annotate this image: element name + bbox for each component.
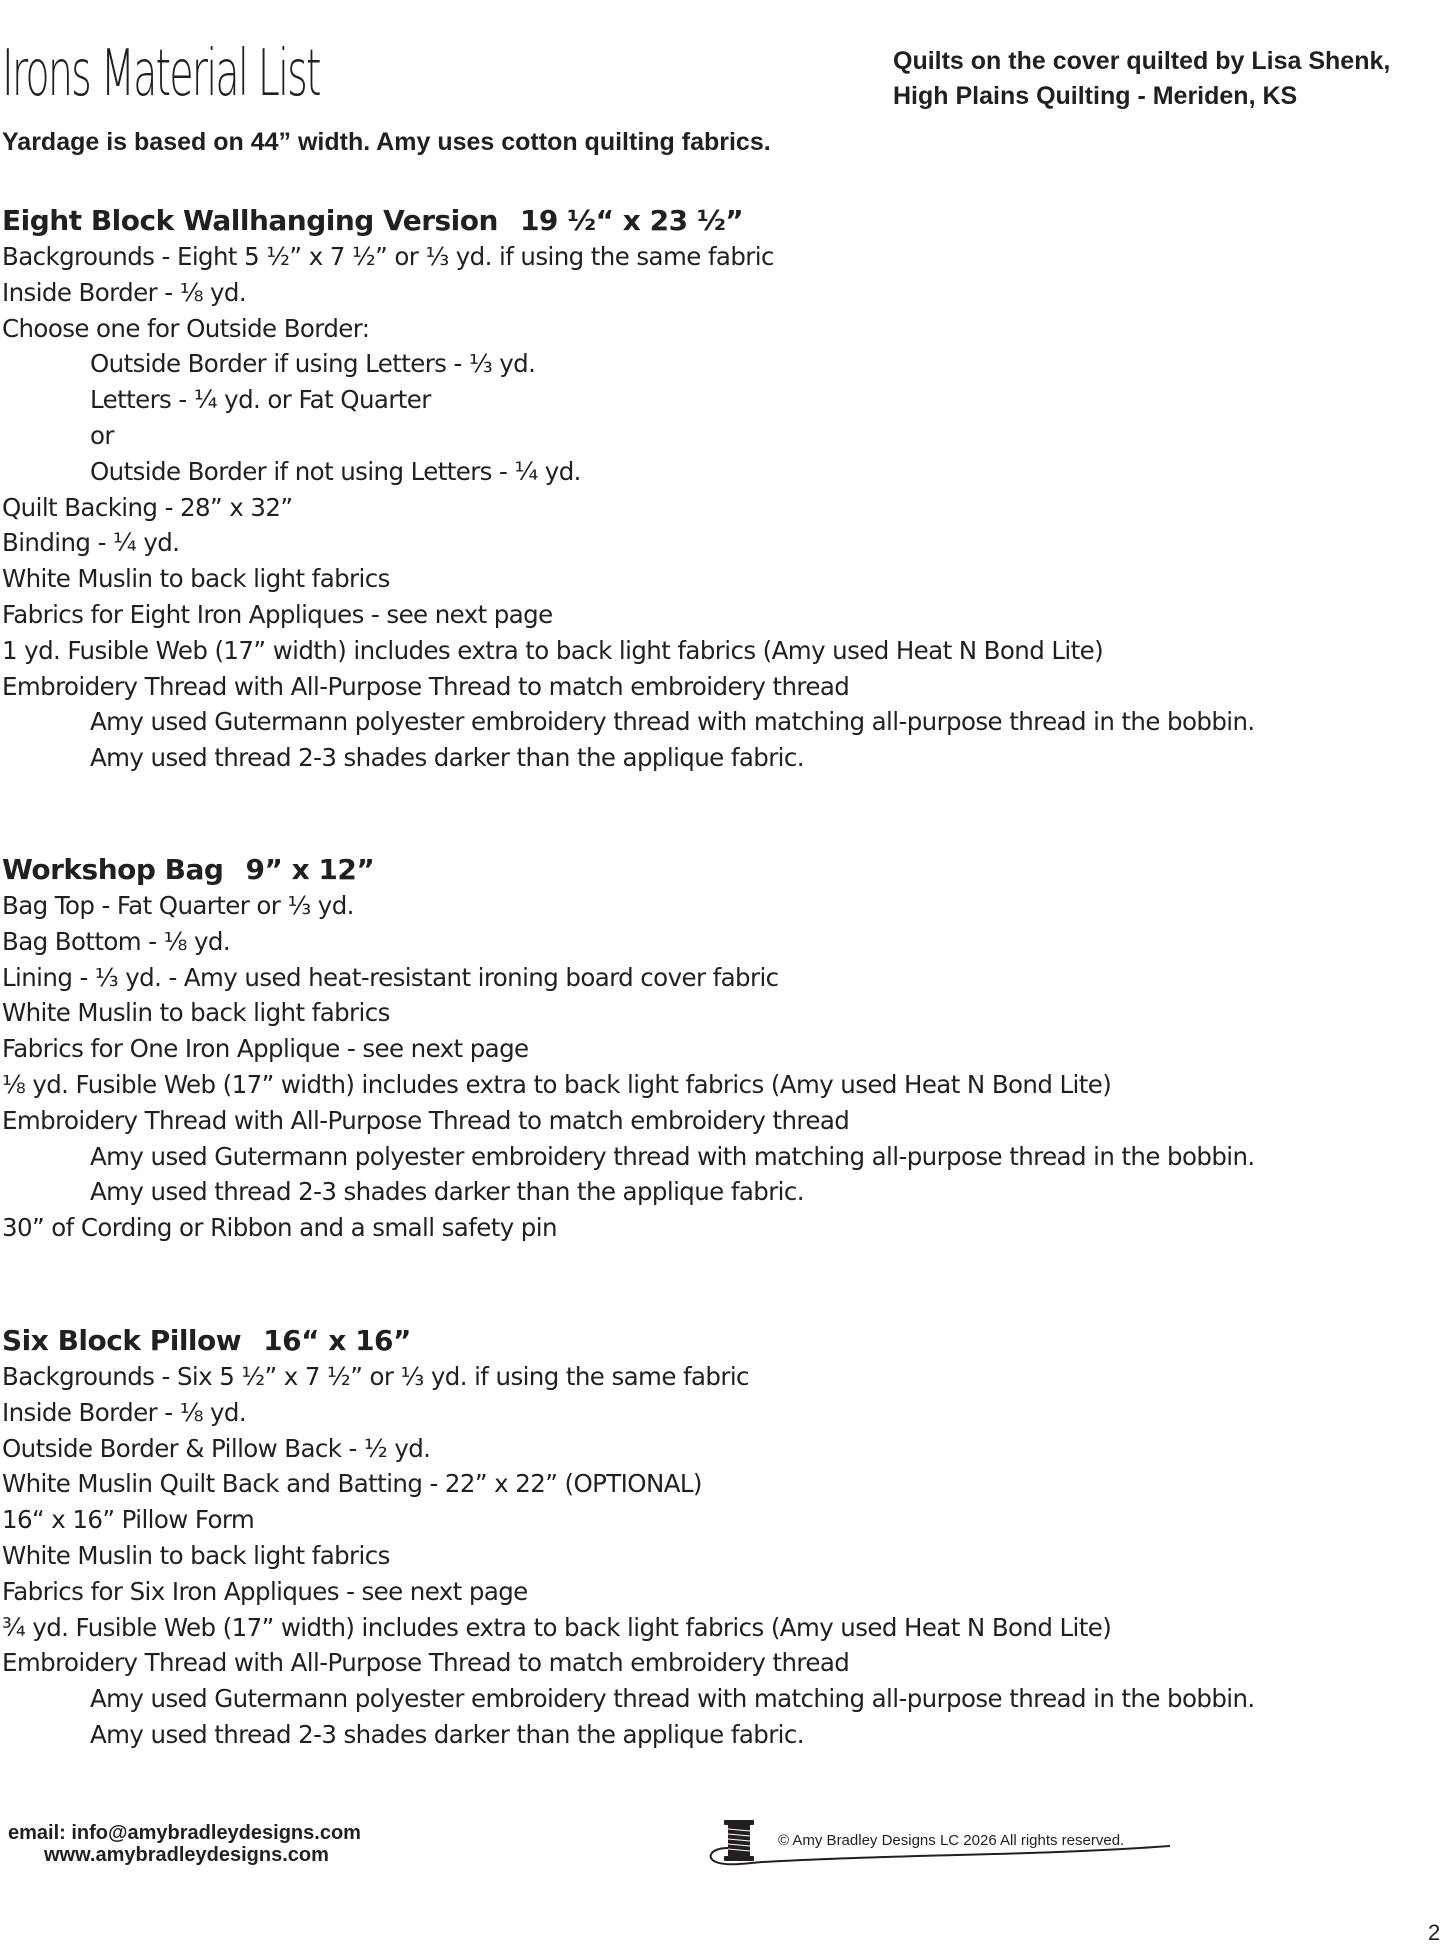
- section-heading: [2, 1321, 1422, 1359]
- list-item: Bag Top - Fat Quarter or ⅓ yd.: [2, 891, 354, 920]
- credit-line-1: Quilts on the cover quilted by Lisa Shenk,: [893, 47, 1391, 75]
- list-item: Embroidery Thread with All-Purpose Thread to match embroidery thread: [2, 1105, 850, 1135]
- list-item: Amy used Gutermann polyester embroidery thread with matching all-purpose thread in the bobbin.: [90, 1141, 1255, 1171]
- section-heading: [2, 850, 1422, 888]
- section-dimension: 16“ x 16”: [263, 1324, 411, 1357]
- list-item: Amy used thread 2-3 shades darker than the applique fabric.: [90, 1719, 804, 1749]
- list-item: Outside Border if using Letters - ⅓ yd.: [90, 349, 536, 379]
- section-title: Workshop Bag: [2, 853, 224, 886]
- section-dimension: 19 ½“ x 23 ½”: [519, 204, 744, 237]
- quilting-credit: [893, 44, 1433, 114]
- list-item: Binding - ¼ yd.: [2, 528, 180, 558]
- list-item: Amy used Gutermann polyester embroidery thread with matching all-purpose thread in the bobbin.: [90, 1684, 1255, 1714]
- list-item: Embroidery Thread with All-Purpose Thread to match embroidery thread: [2, 671, 850, 701]
- list-item: Backgrounds - Six 5 ½” x 7 ½” or ⅓ yd. if using the same fabric: [2, 1362, 749, 1391]
- list-item: 30” of Cording or Ribbon and a small safety pin: [2, 1213, 557, 1243]
- section-dimension: 9” x 12”: [245, 853, 375, 886]
- list-item: Backgrounds - Eight 5 ½” x 7 ½” or ⅓ yd. if using the same fabric: [2, 242, 774, 271]
- footer-email[interactable]: email: info@amybradleydesigns.com: [8, 1822, 361, 1844]
- section-title: Eight Block Wallhanging Version: [2, 204, 498, 237]
- list-item: ⅛ yd. Fusible Web (17” width) includes extra to back light fabrics (Amy used Heat N Bond Lite): [2, 1069, 1112, 1099]
- list-item: Fabrics for One Iron Applique - see next page: [2, 1034, 529, 1064]
- list-item: Outside Border if not using Letters - ¼ yd.: [90, 456, 581, 486]
- page-title: Irons Material List: [2, 37, 320, 111]
- list-item: Inside Border - ⅛ yd.: [2, 277, 247, 307]
- list-item: Fabrics for Six Iron Appliques - see next page: [2, 1576, 528, 1606]
- list-item: Lining - ⅓ yd. - Amy used heat-resistant ironing board cover fabric: [2, 962, 779, 992]
- footer-contact: [8, 1822, 361, 1866]
- list-item: White Muslin Quilt Back and Batting - 22” x 22” (OPTIONAL): [2, 1469, 702, 1499]
- list-item: Amy used thread 2-3 shades darker than the applique fabric.: [90, 1177, 804, 1207]
- section-six-block-pillow: [2, 1321, 1422, 1753]
- list-item: White Muslin to back light fabrics: [2, 564, 390, 594]
- list-item: ¾ yd. Fusible Web (17” width) includes extra to back light fabrics (Amy used Heat N Bond Lite): [2, 1612, 1112, 1642]
- section-title: Six Block Pillow: [2, 1324, 242, 1357]
- list-item: Inside Border - ⅛ yd.: [2, 1397, 247, 1427]
- footer-website[interactable]: www.amybradleydesigns.com: [44, 1844, 329, 1866]
- list-item: Amy used Gutermann polyester embroidery thread with matching all-purpose thread in the bobbin.: [90, 707, 1255, 737]
- credit-line-2: High Plains Quilting - Meriden, KS: [893, 82, 1298, 110]
- section-heading: [2, 201, 1422, 239]
- list-item: Choose one for Outside Border:: [2, 313, 370, 343]
- yardage-note: Yardage is based on 44” width. Amy uses cotton quilting fabrics.: [2, 128, 771, 156]
- list-item: Fabrics for Eight Iron Appliques - see next page: [2, 599, 553, 629]
- list-item: Embroidery Thread with All-Purpose Thread to match embroidery thread: [2, 1648, 850, 1678]
- section-workshop-bag: [2, 850, 1422, 1246]
- list-item: or: [90, 420, 114, 450]
- list-item: White Muslin to back light fabrics: [2, 1540, 390, 1570]
- list-item: Letters - ¼ yd. or Fat Quarter: [90, 385, 431, 415]
- list-item: Quilt Backing - 28” x 32”: [2, 492, 293, 522]
- list-item: 16“ x 16” Pillow Form: [2, 1505, 255, 1535]
- list-item: 1 yd. Fusible Web (17” width) includes extra to back light fabrics (Amy used Heat N Bond Lite): [2, 635, 1104, 665]
- list-item: White Muslin to back light fabrics: [2, 998, 390, 1028]
- section-wallhanging: [2, 201, 1422, 776]
- list-item: Outside Border & Pillow Back - ½ yd.: [2, 1433, 431, 1463]
- list-item: Amy used thread 2-3 shades darker than the applique fabric.: [90, 743, 804, 773]
- list-item: Bag Bottom - ⅛ yd.: [2, 926, 231, 956]
- copyright-notice: © Amy Bradley Designs LC 2026 All rights reserved.: [778, 1832, 1125, 1849]
- page-number: 2: [1428, 1920, 1441, 1945]
